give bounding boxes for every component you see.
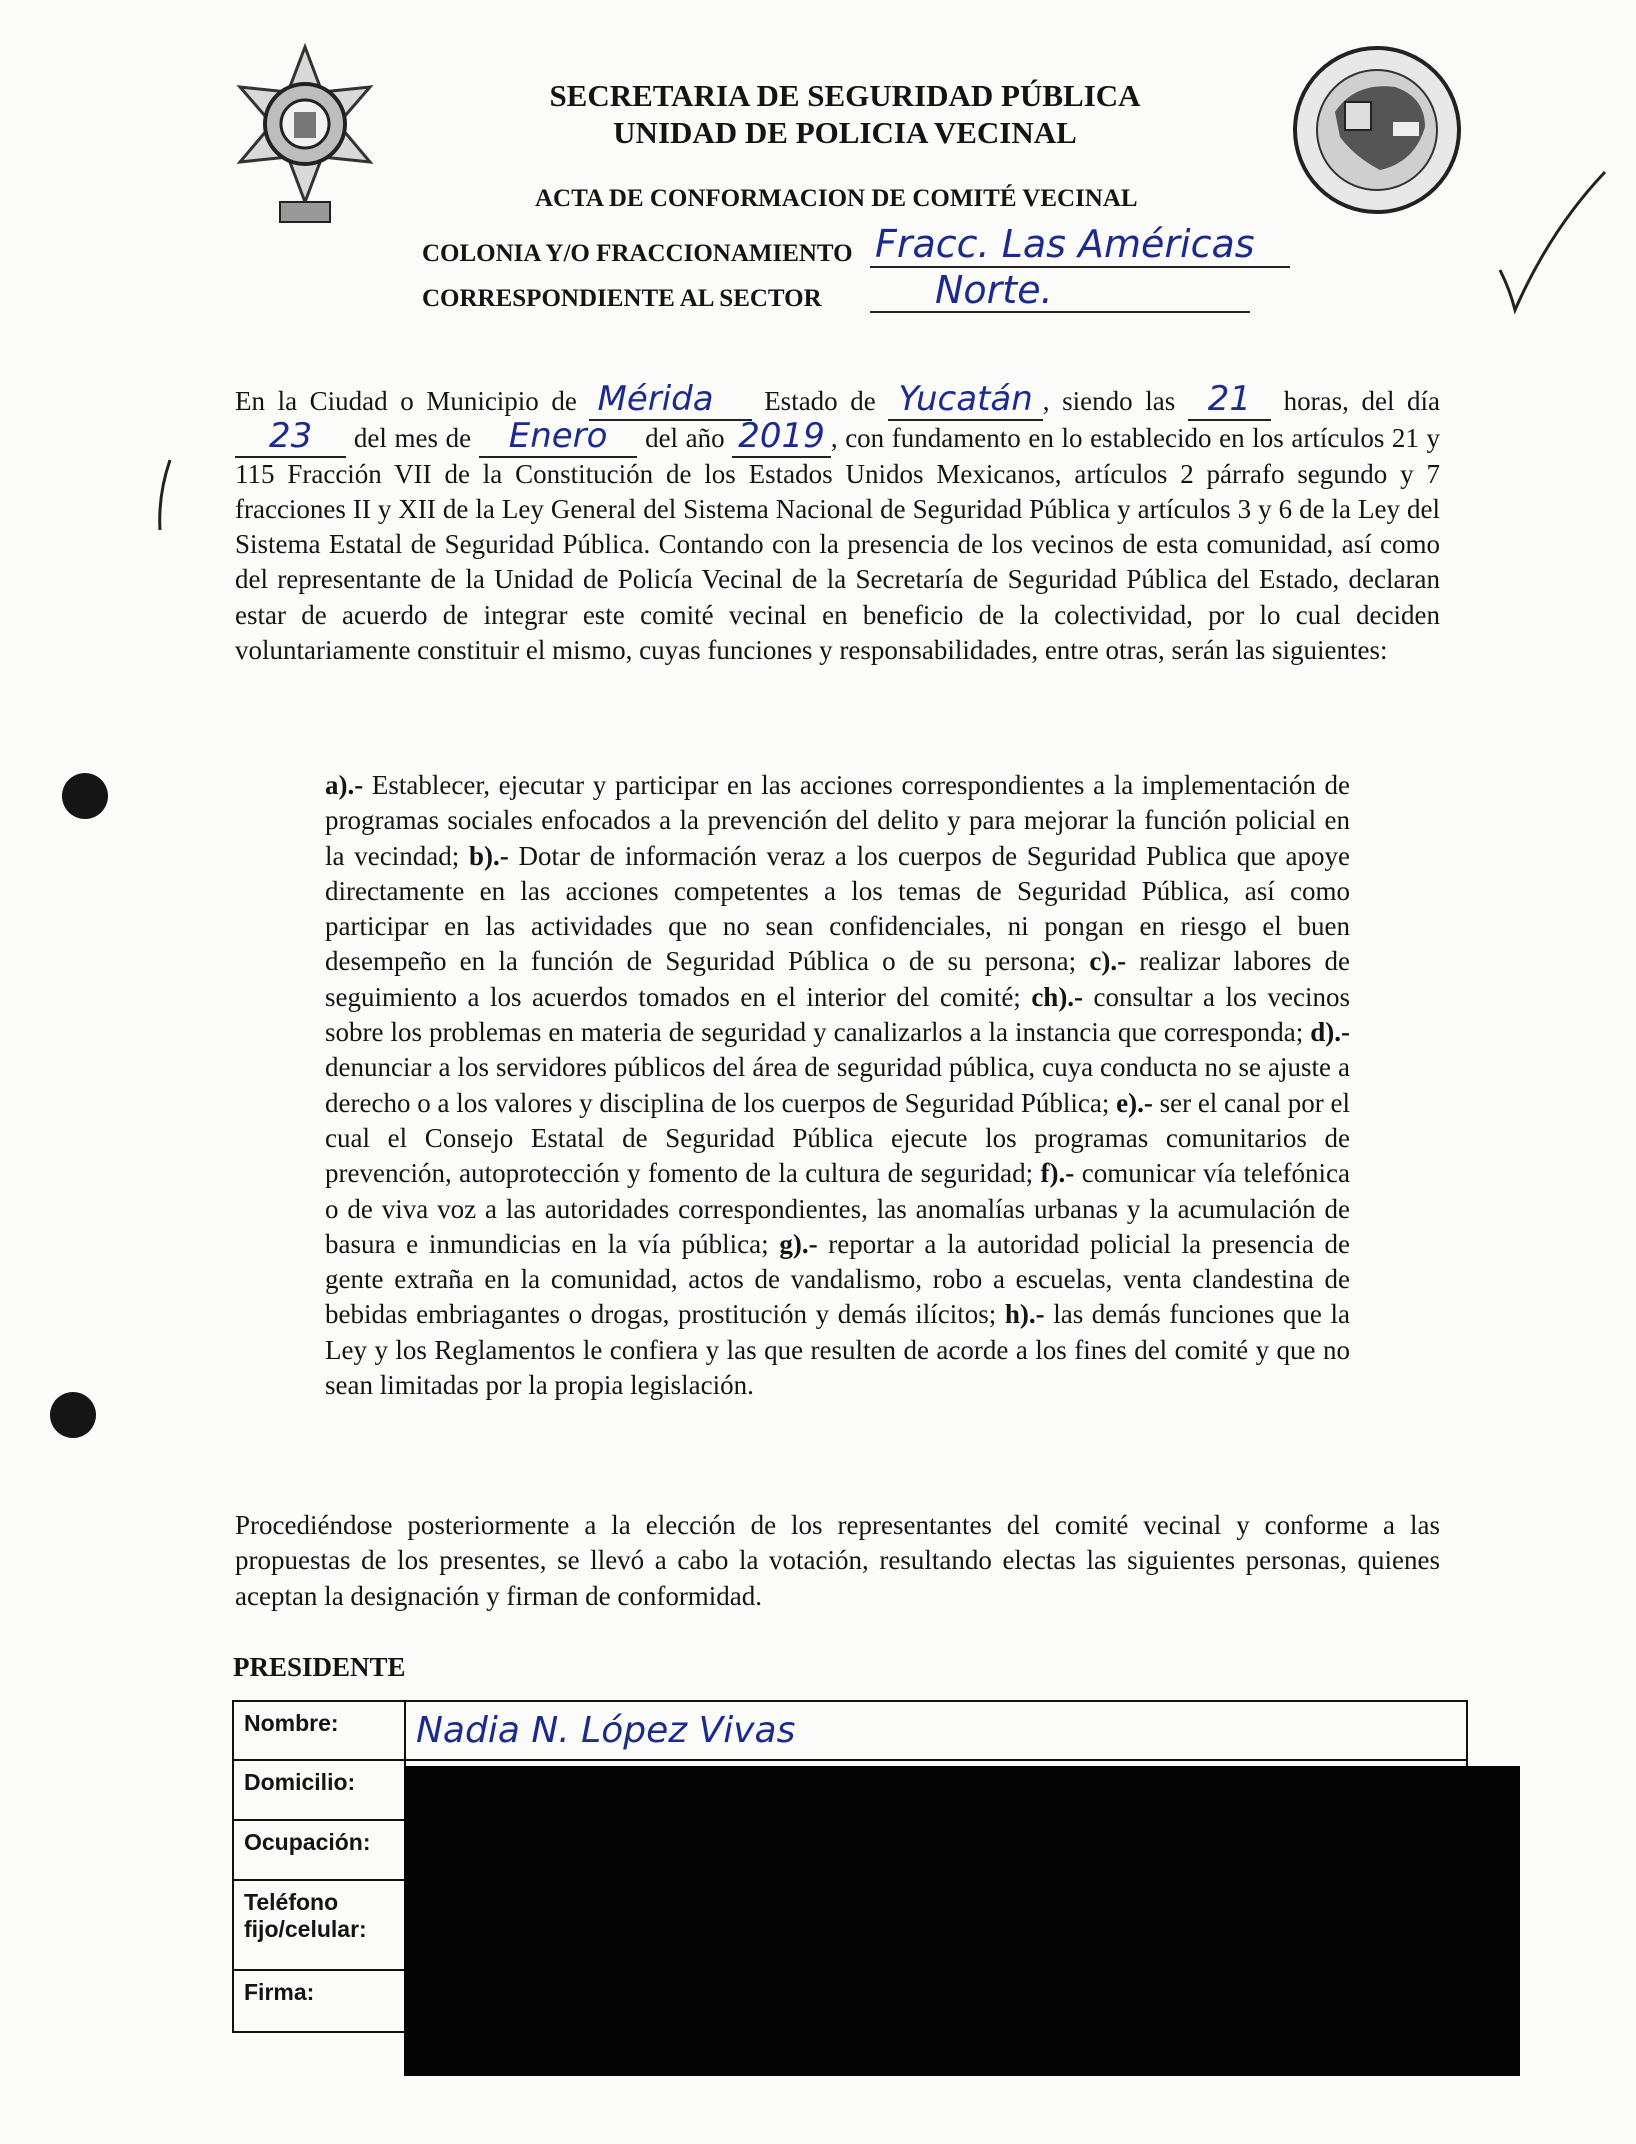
estado-value: Yucatán: [888, 379, 1042, 421]
nombre-label: Nombre:: [233, 1701, 405, 1760]
dia-value: 23: [235, 416, 346, 458]
mes-value: Enero: [479, 416, 638, 458]
hole-punch-mark: [50, 1392, 96, 1438]
telefono-label: Teléfono fijo/celular:: [233, 1880, 405, 1970]
sector-value: Norte.: [935, 268, 1053, 312]
colonia-value: Fracc. Las Américas: [875, 222, 1255, 266]
colonia-label: COLONIA Y/O FRACCIONAMIENTO: [422, 240, 853, 267]
nombre-field[interactable]: Nadia N. López Vivas: [405, 1701, 1467, 1760]
firma-label: Firma:: [233, 1970, 405, 2032]
domicilio-label: Domicilio:: [233, 1760, 405, 1820]
header-subtitle: UNIDAD DE POLICIA VECINAL: [613, 115, 1077, 150]
closing-paragraph: Procediéndose posteriormente a la elección de los representantes del comité vecinal y conforme a las propuestas de los presentes, se llevó a cabo la votación, resultando electas las siguientes personas, quienes aceptan la designación y firman de conformidad.: [235, 1510, 1440, 1611]
acta-title: ACTA DE CONFORMACION DE COMITÉ VECINAL: [535, 185, 1138, 212]
police-star-badge-icon: [230, 42, 380, 232]
redaction-block: [404, 1766, 1520, 2076]
consejo-estatal-seal-icon: [1285, 42, 1470, 217]
president-heading: PRESIDENTE: [233, 1652, 406, 1682]
anio-value: 2019: [732, 416, 831, 458]
header-title: SECRETARIA DE SEGURIDAD PÚBLICA: [549, 78, 1141, 113]
intro-paragraph: En la Ciudad o Municipio de Mérida Estado de Yucatán , siendo las 21 horas, del día 23 del mes de Enero del año 2019 , con fundamento en lo establecido en los artículos 21 y 115 Fracción VII de la Constitución de los Estados Unidos Mexicanos, artículos 2 párrafo segundo y 7 fracciones II y XII de la Ley General del Sistema Nacional de Seguridad Pública y artículos 3 y 6 de la Ley del Sistema Estatal de Seguridad Pública. Contando con la presencia de los vecinos de esta comunidad, así como del representante de la Unidad de Policía Vecinal de la Secretaría de Seguridad Pública del Estado, declaran estar de acuerdo de integrar este comité vecinal en beneficio de la colectividad, por lo cual deciden voluntariamente constituir el mismo, cuyas funciones y responsabilidades, entre otras, serán las siguientes:: [235, 379, 1441, 666]
ciudad-value: Mérida: [589, 379, 751, 421]
margin-mark: [148, 455, 178, 535]
hole-punch-mark: [62, 773, 108, 819]
ocupacion-label: Ocupación:: [233, 1820, 405, 1880]
hora-value: 21: [1188, 379, 1271, 421]
sector-label: CORRESPONDIENTE AL SECTOR: [422, 285, 822, 312]
checkmark-icon: [1490, 160, 1610, 320]
functions-list: a).- Establecer, ejecutar y participar en las acciones correspondientes a la implementación de programas sociales enfocados a la prevención del delito y para mejorar la función policial en la vecindad; b).- Dotar de información veraz a los cuerpos de Seguridad Publica que apoye directamente en las acciones competentes a los temas de Seguridad Pública, así como participar en las actividades que no sean confidenciales, ni pongan en riesgo el buen desempeño en la función de Seguridad Pública o de su persona; c).- realizar labores de seguimiento a los acuerdos tomados en el interior del comité; ch).- consultar a los vecinos sobre los problemas en materia de seguridad y canalizarlos a la instancia que corresponda; d).- denunciar a los servidores públicos del área de seguridad pública, cuya conducta no se ajuste a derecho o a los valores y disciplina de los cuerpos de Seguridad Pública; e).- ser el canal por el cual el Consejo Estatal de Seguridad Pública ejecute los programas comunitarios de prevención, autoprotección y fomento de la cultura de seguridad; f).- comunicar vía telefónica o de viva voz a las autoridades correspondientes, las anomalías urbanas y la acumulación de basura e inmundicias en la vía pública; g).- reportar a la autoridad policial la presencia de gente extraña en la comunidad, actos de vandalismo, robo a escuelas, venta clandestina de bebidas embriagantes o drogas, prostitución y demás ilícitos; h).- las demás funciones que la Ley y los Reglamentos le confiera y las que resulten de acorde a los fines del comité y que no sean limitadas por la propia legislación.: [325, 770, 1351, 1401]
